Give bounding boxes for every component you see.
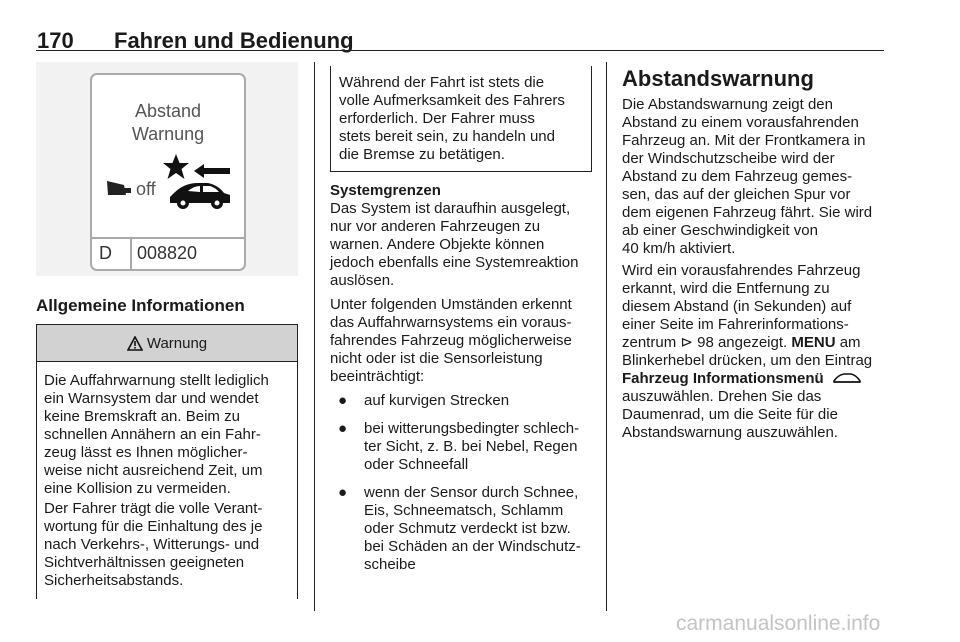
text-line: zeug lässt es Ihnen möglicher- (44, 444, 248, 461)
text-line: nur vor anderen Fahrzeugen zu (330, 218, 541, 235)
text-line: Während der Fahrt ist stets die (339, 74, 545, 91)
text-line: nicht oder ist die Sensorleistung (330, 350, 543, 367)
display-bottom-divider (92, 237, 244, 239)
menu-button-label: MENU (791, 334, 836, 351)
text-line: fahrendes Fahrzeug möglicherweise (330, 332, 572, 349)
text-line: oder Schneefall (364, 456, 469, 473)
menu-entry-label: Fahrzeug Informationsmenü (622, 370, 824, 387)
text-line: Blinkerhebel drücken, um den Eintrag (622, 352, 873, 369)
text-line (622, 370, 872, 388)
text-line: Der Fahrer trägt die volle Verant- (44, 500, 263, 517)
text-line: ein Warnsystem dar und wendet (44, 390, 259, 407)
bullet-dot: ● (338, 420, 348, 437)
text-line: erforderlich. Der Fahrer muss (339, 110, 535, 127)
text-line: beeinträchtigt: (330, 368, 425, 385)
warning-star-icon (162, 153, 190, 181)
text-line: weise nicht ausreichend Zeit, um (44, 462, 263, 479)
text-line: jedoch ebenfalls eine Systemreaktion (330, 254, 579, 271)
distance-warning-display-figure (36, 62, 298, 276)
section-heading-general: Allgemeine Informationen (36, 296, 245, 315)
text-line: einer Seite im Fahrerinformations- (622, 316, 849, 333)
list-item-text (364, 420, 579, 474)
text-line: Abstandswarnung auszuwählen. (622, 424, 838, 441)
warning-paragraph-1 (44, 372, 269, 498)
list-item (338, 392, 598, 412)
text-line: ab einer Geschwindigkeit von (622, 222, 818, 239)
text-line: Das System ist daraufhin ausgelegt, (330, 200, 571, 217)
text-line: Eis, Schneematsch, Schlamm (364, 502, 564, 519)
text-line: Sichtverhältnissen geeigneten (44, 554, 245, 571)
warning-paragraph-2 (44, 500, 262, 590)
subheading-system-limits: Systemgrenzen (330, 182, 441, 199)
header-rule (36, 50, 884, 51)
text-line: Abstand zu dem Fahrzeug gemes- (622, 168, 853, 185)
text-line: scheibe (364, 556, 416, 573)
text-line: Fahrzeug an. Mit der Frontkamera in (622, 132, 866, 149)
text-line: 40 km/h aktiviert. (622, 240, 736, 257)
text-line: warnen. Andere Objekte können (330, 236, 545, 253)
list-item (338, 420, 598, 476)
text-line: diesem Abstand (in Sekunden) auf (622, 298, 852, 315)
text-line: Abstand zu einem vorausfahrenden (622, 114, 859, 131)
text-line: das Auffahrwarnsystems ein voraus- (330, 314, 572, 331)
text-line: auslösen. (330, 272, 395, 289)
text-line: Sicherheitsabstands. (44, 572, 184, 589)
text-line: volle Aufmerksamkeit des Fahrers (339, 92, 565, 109)
section-heading-distance-warning: Abstandswarnung (622, 66, 814, 91)
text-line: Daumenrad, um die Seite für die (622, 406, 838, 423)
column-divider-right (606, 62, 607, 611)
display-bottom-separator (130, 237, 132, 269)
text-line: die Bremse zu betätigen. (339, 146, 505, 163)
text-span: 98 angezeigt. (692, 334, 792, 351)
list-item (338, 484, 598, 576)
text-line: bei Schäden an der Windschutz- (364, 538, 581, 555)
text-line: sen, das auf der gleichen Spur vor (622, 186, 851, 203)
instrument-display (90, 73, 246, 271)
display-title-line1: Abstand (134, 101, 202, 121)
text-line: der Windschutzscheibe wird der (622, 150, 835, 167)
text-line: Die Auffahrwarnung stellt lediglich (44, 372, 269, 389)
page-reference-arrow-icon: ⊳ (680, 334, 693, 351)
odometer-readout: 008820 (137, 243, 198, 263)
text-line: wortung für die Einhaltung des je (44, 518, 263, 535)
note-text (339, 74, 565, 164)
text-line: Unter folgenden Umständen erkennt (330, 296, 572, 313)
warning-box-title: Warnung (146, 334, 208, 352)
list-item-text (364, 392, 509, 410)
text-line: dem eigenen Fahrzeug fährt. Sie wird (622, 204, 873, 221)
text-line: auf kurvigen Strecken (364, 392, 510, 409)
vehicle-ahead-icon (168, 179, 232, 211)
text-line: keine Bremskraft an. Beim zu (44, 408, 240, 425)
gear-indicator: D (99, 243, 112, 263)
warning-triangle-icon (127, 336, 143, 351)
text-line: auszuwählen. Drehen Sie das (622, 388, 822, 405)
limits-paragraph-2 (330, 296, 572, 386)
watermark: carmanualsonline.info (676, 612, 881, 635)
text-line: schnellen Annähern an ein Fahr- (44, 426, 261, 443)
text-line: erkannt, wird die Entfernung zu (622, 280, 830, 297)
text-line (622, 334, 872, 352)
text-line: Die Abstandswarnung zeigt den (622, 96, 833, 113)
bullet-dot: ● (338, 392, 348, 409)
list-item-text (364, 484, 581, 574)
limits-paragraph-1 (330, 200, 578, 290)
text-line: Wird ein vorausfahrendes Fahrzeug (622, 262, 861, 279)
page-header-title: Fahren und Bedienung (114, 28, 354, 53)
text-line: eine Kollision zu vermeiden. (44, 480, 231, 497)
display-off-label: off (136, 179, 156, 199)
vehicle-menu-icon (832, 371, 862, 385)
arrow-left-icon (194, 163, 230, 179)
column-divider-left (314, 62, 315, 611)
text-line: stets bereit sein, zu handeln und (339, 128, 555, 145)
distance-paragraph-2 (622, 262, 872, 442)
text-line: wenn der Sensor durch Schnee, (364, 484, 579, 501)
display-title-line2: Warnung (131, 124, 205, 144)
distance-paragraph-1 (622, 96, 872, 258)
warning-box-header (37, 325, 297, 362)
text-span: zentrum (622, 334, 681, 351)
text-line: oder Schmutz verdeckt ist bzw. (364, 520, 571, 537)
page-number: 170 (37, 28, 74, 53)
bullet-dot: ● (338, 484, 348, 501)
camera-sensor-icon (104, 177, 134, 199)
text-span: am (835, 334, 861, 351)
text-line: nach Verkehrs-, Witterungs- und (44, 536, 260, 553)
text-line: bei witterungsbedingter schlech- (364, 420, 580, 437)
text-line: ter Sicht, z. B. bei Nebel, Regen (364, 438, 578, 455)
